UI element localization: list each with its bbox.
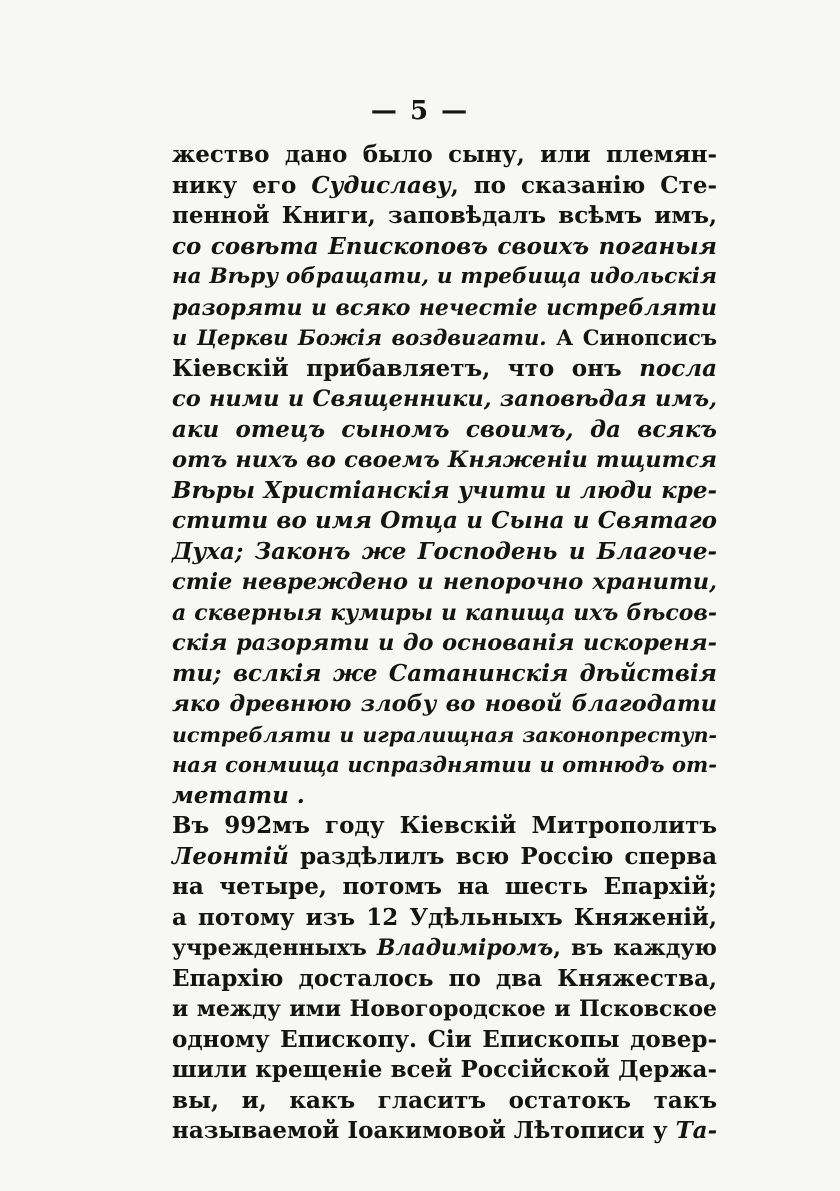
italic-text-segment: ти; вслкія же Сатанинскія дѣйствія <box>172 659 717 687</box>
text-line <box>172 171 717 202</box>
italic-text-segment: со совѣта Епископовъ своихъ поганыя <box>172 232 717 260</box>
text-line <box>172 872 717 903</box>
text-line <box>172 689 717 720</box>
body-text <box>172 140 717 1147</box>
text-line <box>172 537 717 568</box>
text-segment: раздѣлилъ всю Россію сперва <box>288 842 717 870</box>
italic-text-segment: со ними и Священники, заповѣдая имъ, <box>172 386 717 412</box>
italic-text-segment: метати . <box>172 781 305 809</box>
text-line <box>172 933 717 964</box>
text-line <box>172 354 717 385</box>
text-segment: учрежденныхъ <box>172 935 377 961</box>
text-line <box>172 201 717 232</box>
text-line <box>172 964 717 995</box>
text-segment: пенной Книги, заповѣдалъ всѣмъ имъ, <box>172 202 717 229</box>
text-segment: Епархію досталось по два Княжества, <box>172 964 717 992</box>
text-segment: жество дано было сыну, или племян- <box>172 141 717 168</box>
text-segment: одному Епископу. Сіи Епископы довер- <box>172 1025 717 1053</box>
text-line <box>172 262 717 293</box>
text-segment: Кіевскій прибавляетъ, что онъ <box>172 354 640 382</box>
text-line <box>172 140 717 171</box>
text-line <box>172 1116 717 1147</box>
text-line <box>172 811 717 842</box>
text-line <box>172 567 717 598</box>
italic-text-segment: Судиславу <box>311 171 451 199</box>
text-line <box>172 1086 717 1117</box>
text-line <box>172 506 717 537</box>
text-segment: вы, и, какъ гласитъ остатокъ такъ <box>172 1086 717 1114</box>
text-line <box>172 1025 717 1056</box>
italic-text-segment: и Церкви Божія воздвигати. <box>172 325 547 350</box>
text-line <box>172 842 717 873</box>
text-line <box>172 659 717 690</box>
italic-text-segment: а скверныя кумиры и капища ихъ бѣсов- <box>172 599 717 626</box>
text-segment: Въ 992мъ году Кіевскій Митрополитъ <box>172 812 717 839</box>
text-segment: А Синопсисъ <box>546 325 717 350</box>
text-segment: , по сказанію Сте- <box>450 171 718 199</box>
italic-text-segment: Владиміромъ <box>376 935 554 961</box>
text-line <box>172 781 717 812</box>
text-line <box>172 994 717 1025</box>
text-line <box>172 903 717 934</box>
text-segment: шили крещеніе всей Россійской Держа- <box>172 1056 717 1083</box>
italic-text-segment: стити во имя Отца и Сына и Святаго <box>172 507 717 534</box>
text-segment: , въ каждую <box>553 935 717 961</box>
text-line <box>172 476 717 507</box>
text-line <box>172 445 717 476</box>
text-segment: и между ими Новогородское и Псковское <box>172 996 717 1022</box>
italic-text-segment: скія разоряти и до основанія искореня- <box>172 630 717 656</box>
page-number-header: — 5 — <box>370 96 470 126</box>
italic-text-segment: Духа; Законъ же Господень и Благоче- <box>172 537 717 565</box>
text-segment: нику его <box>172 171 312 199</box>
italic-text-segment: на Вѣру обращати, и требища идольскія <box>172 264 717 289</box>
text-segment: а потому изъ 12 Удѣльныхъ Княженій, <box>172 903 717 931</box>
text-line <box>172 720 717 751</box>
italic-text-segment: отъ нихъ во своемъ Княженіи тщится <box>172 447 717 473</box>
text-line <box>172 628 717 659</box>
text-line <box>172 323 717 354</box>
italic-text-segment: Вѣры Христіанскія учити и люди кре- <box>172 476 717 504</box>
text-line <box>172 232 717 263</box>
text-line <box>172 750 717 781</box>
text-line <box>172 1055 717 1086</box>
italic-text-segment: стіе невреждено и непорочно хранити, <box>172 569 717 595</box>
italic-text-segment: Леонтій <box>172 842 289 870</box>
italic-text-segment: яко древнюю злобу во новой благодати <box>172 691 717 717</box>
text-line <box>172 415 717 446</box>
italic-text-segment: посла <box>639 354 717 382</box>
text-segment: на четыре, потомъ на шесть Епархій; <box>172 873 717 900</box>
italic-text-segment: разоряти и всяко нечестіе истребляти <box>172 294 717 321</box>
italic-text-segment: истребляти и игралищная законопреступ- <box>172 722 717 747</box>
text-line <box>172 293 717 324</box>
text-line <box>172 384 717 415</box>
text-segment: называемой Іоакимовой Лѣтописи у <box>172 1117 676 1144</box>
italic-text-segment: ная сонмища испразднятии и отнюдъ от- <box>172 752 717 777</box>
text-line <box>172 598 717 629</box>
italic-text-segment: Та- <box>675 1117 718 1144</box>
italic-text-segment: аки отецъ сыномъ своимъ, да всякъ <box>172 415 717 443</box>
